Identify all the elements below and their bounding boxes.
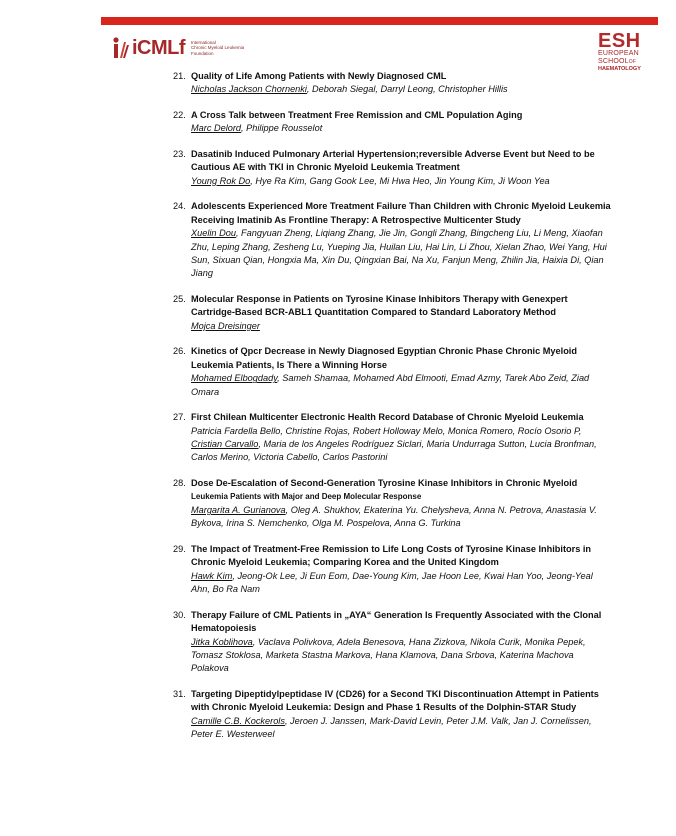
entry-number: 24.: [173, 201, 186, 212]
entry-title: Targeting Dipeptidylpeptidase IV (CD26) for a Second TKI Discontinuation Attempt in Patients with Chronic Myeloid Leukemia: Design and Phase 1 Results of the Dolphin-STAR Study: [191, 688, 599, 713]
entry-number: 31.: [173, 688, 186, 699]
entry-title: Quality of Life Among Patients with Newly Diagnosed CML: [191, 71, 447, 81]
presenting-author: Marc Delord: [191, 123, 242, 134]
entry-authors: Jitka Koblihova, Vaclava Polivkova, Adela Benesova, Hana Zizkova, Nikola Curik, Monika Pepek, Tomasz Stoklosa, Marketa Stastna Markova, Hana Klamova, Dana Srbova, Katerina Machova Polakova: [191, 636, 586, 674]
entry-authors: Camille C.B. Kockerols, Jeroen J. Janssen, Mark-David Levin, Peter J.M. Valk, Jan J. Cornelissen, Peter E. Westerweel: [191, 715, 592, 740]
abstract-entry: [173, 148, 613, 188]
abstract-list: [173, 70, 613, 754]
presenting-author: Jitka Koblihova: [191, 636, 253, 647]
esh-logo-line-1: EUROPEAN: [598, 50, 639, 57]
abstract-entry: [173, 411, 613, 465]
entry-authors: Mohamed Elbogdady, Sameh Shamaa, Mohamed Abd Elmooti, Emad Azmy, Tarek Abo Zeid, Ziad Omara: [191, 373, 590, 397]
entry-number: 26.: [173, 346, 186, 357]
entry-number: 25.: [173, 294, 186, 305]
abstract-entry: [173, 70, 613, 97]
presenting-author: Camille C.B. Kockerols: [191, 715, 285, 726]
entry-title: Therapy Failure of CML Patients in „AYA“ Generation Is Frequently Associated with the Clonal Hematopoiesis: [191, 609, 602, 634]
presenting-author: Mohamed Elbogdady: [191, 373, 278, 384]
entry-title: Dasatinib Induced Pulmonary Arterial Hypertension;reversible Adverse Event but Need to be Cautious AE with TKI in Chronic Myeloid Leukemia Treatment: [191, 149, 595, 173]
presenting-author: Margarita A. Gurianova: [191, 504, 286, 515]
esh-logo-line-2: SCHOOLOF: [598, 58, 637, 65]
entry-title: A Cross Talk between Treatment Free Remission and CML Population Aging: [191, 110, 523, 120]
entry-title: Adolescents Experienced More Treatment Failure Than Children with Chronic Myeloid Leukemia Receiving Imatinib As Frontline Therapy: A Retrospective Multicenter Study: [191, 201, 611, 225]
icmlf-logo-wordmark: iCMLf: [132, 37, 186, 59]
presenting-author: Nicholas Jackson Chornenki: [191, 84, 307, 95]
entry-title: The Impact of Treatment-Free Remission to Life Long Costs of Tyrosine Kinase Inhibitors in Chronic Myeloid Leukemia; Comparing Korea and the United Kingdom: [191, 543, 592, 568]
icmlf-logo-icon: [112, 36, 130, 60]
entry-authors: Nicholas Jackson Chornenki, Deborah Siegal, Darryl Leong, Christopher Hillis: [191, 84, 508, 95]
abstract-entry: [173, 543, 613, 597]
entry-number: 22.: [173, 110, 186, 120]
presenting-author: Xuelin Dou: [191, 228, 236, 239]
entry-title-continuation: Leukemia Patients with Major and Deep Molecular Response: [191, 492, 422, 502]
entry-authors: [191, 320, 613, 333]
entry-authors: Marc Delord, Philippe Rousselot: [191, 123, 323, 134]
abstract-entry: [173, 688, 613, 742]
presenting-author: Hawk Kim: [191, 570, 233, 581]
abstract-entry: [173, 109, 613, 136]
entry-title: First Chilean Multicenter Electronic Health Record Database of Chronic Myeloid Leukemia: [191, 412, 584, 423]
esh-logo-wordmark: ESH: [598, 30, 641, 52]
entry-number: 30.: [173, 609, 186, 620]
entry-number: 23.: [173, 149, 186, 159]
entry-authors: Hawk Kim, Jeong-Ok Lee, Ji Eun Eom, Dae-Young Kim, Jae Hoon Lee, Kwai Han Yoo, Jeong-Yeal Ahn, Bo Ra Nam: [191, 570, 593, 595]
entry-authors: Young Rok Do, Hye Ra Kim, Gang Gook Lee, Mi Hwa Heo, Jin Young Kim, Ji Woon Yea: [191, 175, 550, 186]
entry-title: Molecular Response in Patients on Tyrosine Kinase Inhibitors Therapy with Genexpert Cartridge-Based BCR-ABL1 Quantitation Compared to Standard Laboratory Method: [191, 294, 568, 318]
presenting-author: Young Rok Do: [191, 175, 251, 186]
entry-authors: Margarita A. Gurianova, Oleg A. Shukhov, Ekaterina Yu. Chelysheva, Anna N. Petrova, Anastasia V. Bykova, Irina S. Nemchenko, Olga M. Pospelova, Anna G. Turkina: [191, 504, 597, 529]
abstract-entry: [173, 200, 613, 280]
abstract-entry: [173, 477, 613, 531]
icmlf-logo: [112, 36, 244, 60]
abstract-entry: [173, 609, 613, 676]
abstract-entry: [173, 293, 613, 333]
header-accent-bar: [101, 17, 658, 25]
esh-logo: [598, 32, 656, 73]
entry-number: 27.: [173, 412, 186, 423]
entry-number: 21.: [173, 71, 186, 81]
entry-authors: Xuelin Dou, Fangyuan Zheng, Liqiang Zhang, Jie Jin, Gongli Zhang, Bingcheng Liu, Li Meng, Xiaofan Zhu, Leping Zhang, Zesheng Lu, Yueping Jia, Huilan Liu, Hai Lin, Li Zhou, Xielan Zhao, Wei Yang, Hui Sun, Sixuan Qian, Hongxia Ma, Xin Du, Qingxian Bai, Na Xu, Fanjun Meng, Zhilin Jia, Haixia Di, Qian Jiang: [191, 228, 607, 279]
icmlf-logo-subtitle: International Chronic Myeloid Leukemia Foundation: [191, 40, 245, 56]
entry-title: Dose De-Escalation of Second-Generation Tyrosine Kinase Inhibitors in Chronic Myeloid Leukemia Patients with Major and Deep Molecular Response: [191, 478, 578, 502]
entry-title: Kinetics of Qpcr Decrease in Newly Diagnosed Egyptian Chronic Phase Chronic Myeloid Leukemia Patients, Is There a Winning Horse: [191, 346, 577, 370]
abstract-entry: [173, 345, 613, 399]
esh-logo-line-3: HAEMATOLOGY: [598, 66, 641, 72]
presenting-author: Cristian Carvallo: [191, 439, 259, 450]
entry-number: 28.: [173, 478, 186, 489]
presenting-author: Mojca Dreisinger: [191, 320, 260, 331]
entry-number: 29.: [173, 543, 186, 554]
entry-authors: Patricia Fardella Bello, Christine Rojas, Robert Holloway Melo, Monica Romero, Rocío Osorio P, Cristian Carvallo, Maria de los Angeles Rodríguez Siclari, Maria Undurraga Sutton, Lucia Bronfman, Carlos Merino, Victoria Cabello, Carlos Pastorini: [191, 425, 597, 463]
